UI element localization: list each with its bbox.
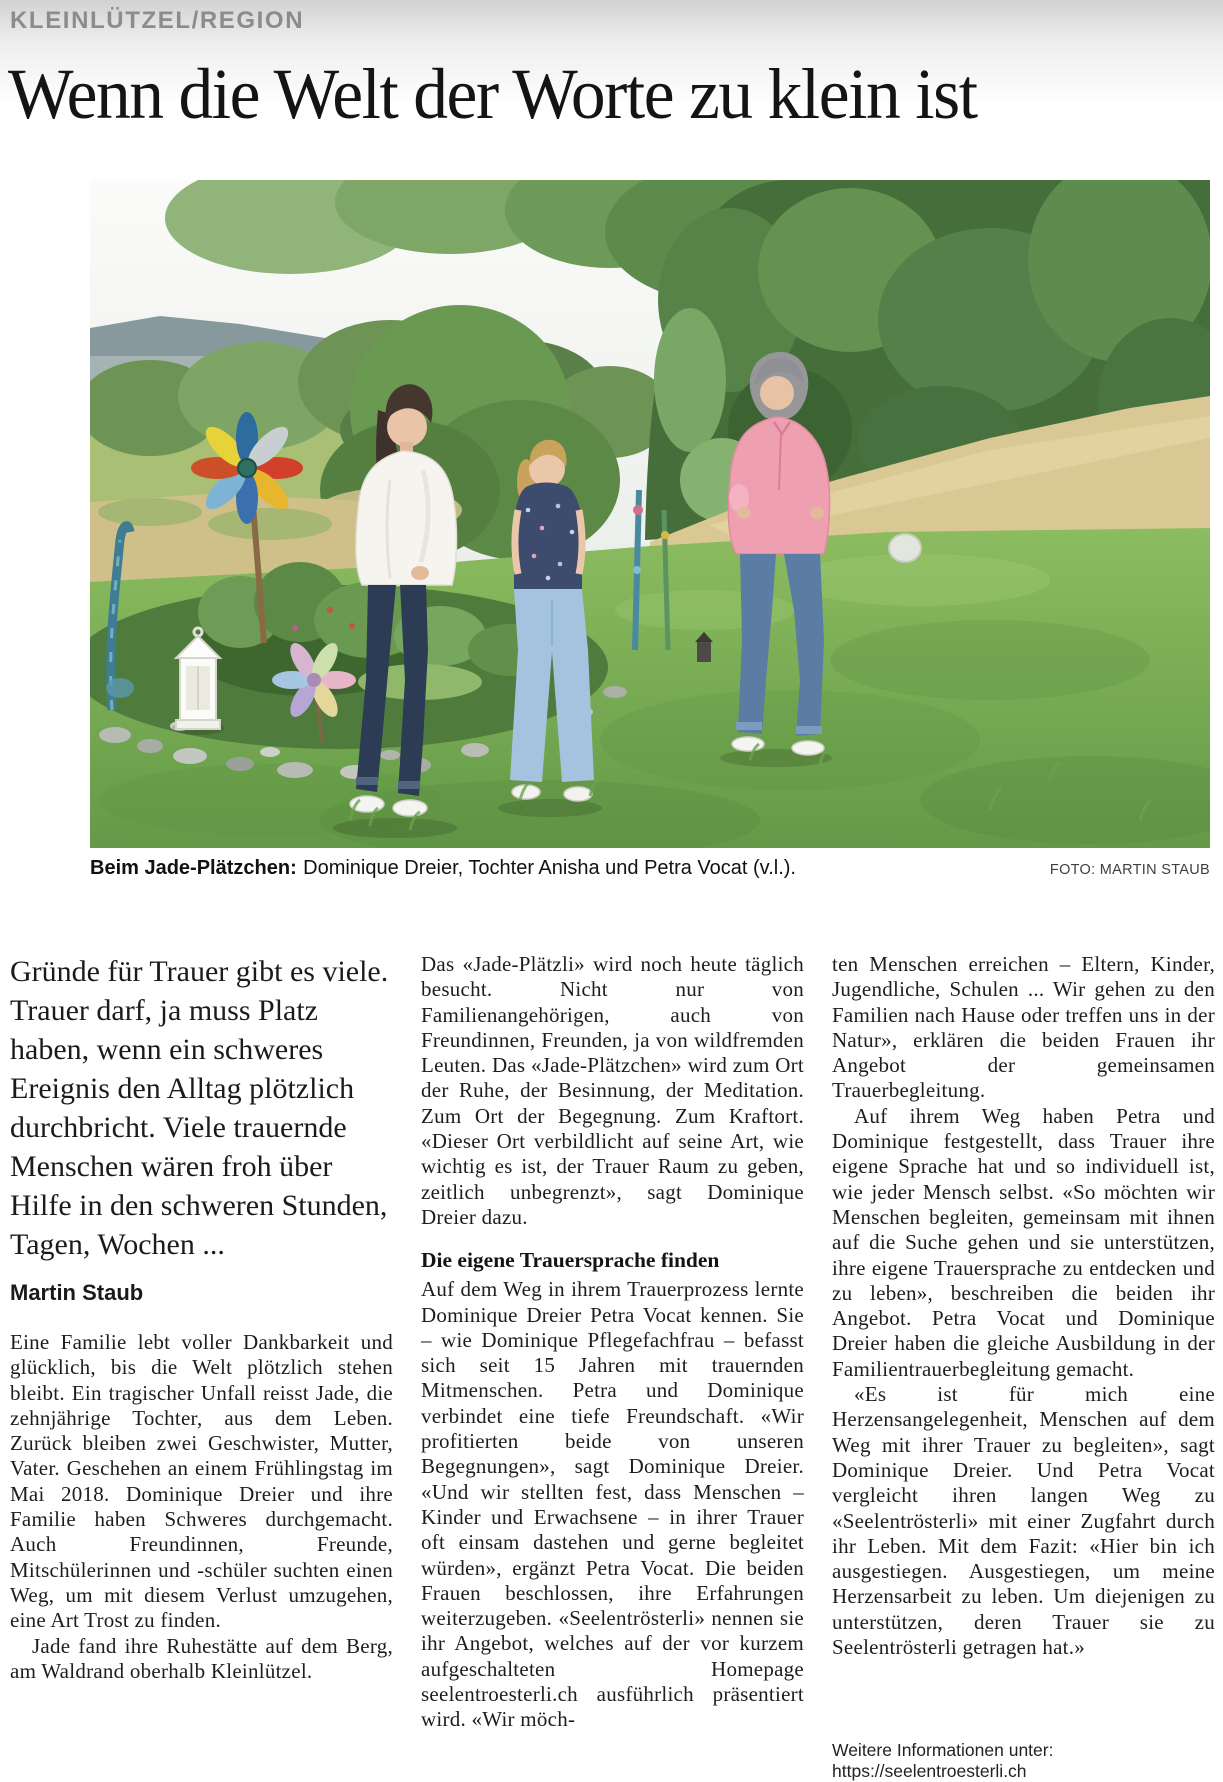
column-1	[10, 952, 393, 1782]
column-3	[832, 952, 1215, 1782]
paragraph: Das «Jade-Plätzli» wird noch heute täglich besucht. Nicht nur von Familienangehörigen, auch von Freundinnen, Freunden, ja von wildfremden Leuten. Das «Jade-Plätzchen» wird zum Ort der Ruhe, der Besinnung, der Meditation. Zum Ort der Begegnung. Zum Kraftort. «Dieser Ort verbildlicht auf seine Art, wie wichtig es ist, der Trauer Raum zu geben, zeitlich unbegrenzt», sagt Dominique Dreier dazu.	[421, 952, 804, 1229]
photo-caption-row	[90, 857, 1210, 880]
author-byline: Martin Staub	[10, 1280, 144, 1305]
section-kicker: KLEINLÜTZEL/REGION	[10, 7, 305, 34]
paragraph: «Es ist für mich eine Herzensangelegenheit, Menschen auf dem Weg mit ihrer Trauer zu begleiten», sagt Dominique Dreier. Und Petra Vocat vergleicht ihren langen Weg zu «Seelentrösterli» mit einer Zugfahrt durch ihr Leben. Mit dem Fazit: «Hier bin ich ausgestiegen. Ausgestiegen, um meine Herzensarbeit zu leben. Um diejenigen zu unterstützen, deren Trauer sie zu Seelentrösterli getragen hat.»	[832, 1382, 1215, 1660]
article-photo	[90, 180, 1210, 848]
article-headline: Wenn die Welt der Worte zu klein ist	[8, 54, 977, 134]
photo-credit: FOTO: MARTIN STAUB	[1049, 862, 1210, 878]
paragraph: Auf dem Weg in ihrem Trauerprozess lernte Dominique Dreier Petra Vocat kennen. Sie – wie Dominique Pflegefachfrau – befasst sich seit 15 Jahren mit trauernden Mitmenschen. Petra und Dominique verbindet eine tiefe Freundschaft. «Wir profitierten beide von unseren Begegnungen», sagt Dominique Dreier. «Und wir stellten fest, dass Menschen – Kinder und Erwachsene – in ihrer Trauer oft einsam dastehen und gerne begleitet würden», ergänzt Petra Vocat. Die beiden Frauen beschlossen, ihre Erfahrungen weiterzugeben. «Seelentrösterli» nennen sie ihr Angebot, welches auf der vor kurzem aufgeschalteten Homepage seelentroesterli.ch ausführlich präsentiert wird. «Wir möch-	[421, 1277, 804, 1732]
lead-paragraph: Gründe für Trauer gibt es viele. Trauer darf, ja muss Platz haben, wenn ein schweres Ereignis den Alltag plötzlich durchbricht. Viele trauernde Menschen wären froh über Hilfe in den schweren Stunden, Tagen, Wochen ...	[10, 955, 389, 1261]
caption-text: Dominique Dreier, Tochter Anisha und Petra Vocat (v.l.).	[303, 857, 796, 879]
article-body	[10, 952, 1215, 1782]
column-2	[421, 952, 804, 1782]
garden-scene-illustration	[90, 180, 1210, 848]
paragraph: Auf ihrem Weg haben Petra und Dominique festgestellt, dass Trauer ihre eigene Sprache hat und so individuell ist, wie jeder Mensch selbst. «So möchten wir Menschen begleiten, gemeinsam mit ihnen auf die Suche gehen und sie unterstützen, ihre eigene Trauersprache zu entdecken und zu leben», beschreiben die beiden ihr Angebot. Petra Vocat und Dominique Dreier haben die gleiche Ausbildung in der Familientrauerbegleitung gemacht.	[832, 1103, 1215, 1381]
caption-lead-in: Beim Jade-Plätzchen:	[90, 857, 297, 879]
photo-caption	[90, 857, 796, 880]
paragraph: Eine Familie lebt voller Dankbarkeit und glücklich, bis die Welt plötzlich stehen bleibt. Ein tragischer Unfall reisst Jade, die zehnjährige Tochter, aus dem Leben. Zurück bleiben zwei Geschwister, Mutter, Vater. Geschehen an einem Frühlingstag im Mai 2018. Dominique Dreier und ihre Familie haben Schweres durchgemacht. Auch Freundinnen, Freunde, Mitschülerinnen und -schüler suchten einen Weg, um mit diesem Verlust umzugehen, eine Art Trost zu finden.	[10, 1330, 393, 1633]
paragraph: Jade fand ihre Ruhestätte auf dem Berg, am Waldrand oberhalb Kleinlützel.	[10, 1633, 393, 1683]
paragraph: ten Menschen erreichen – Eltern, Kinder, Jugendliche, Schulen ... Wir gehen zu den Familien nach Hause oder treffen uns in der Natur», erklären die beiden Frauen ihr Angebot der gemeinsamen Trauerbegleitung.	[832, 952, 1215, 1103]
section-subhead: Die eigene Trauersprache finden	[421, 1248, 720, 1273]
more-info-link[interactable]: Weitere Informationen unter: https://seelentroesterli.ch	[832, 1740, 1054, 1781]
